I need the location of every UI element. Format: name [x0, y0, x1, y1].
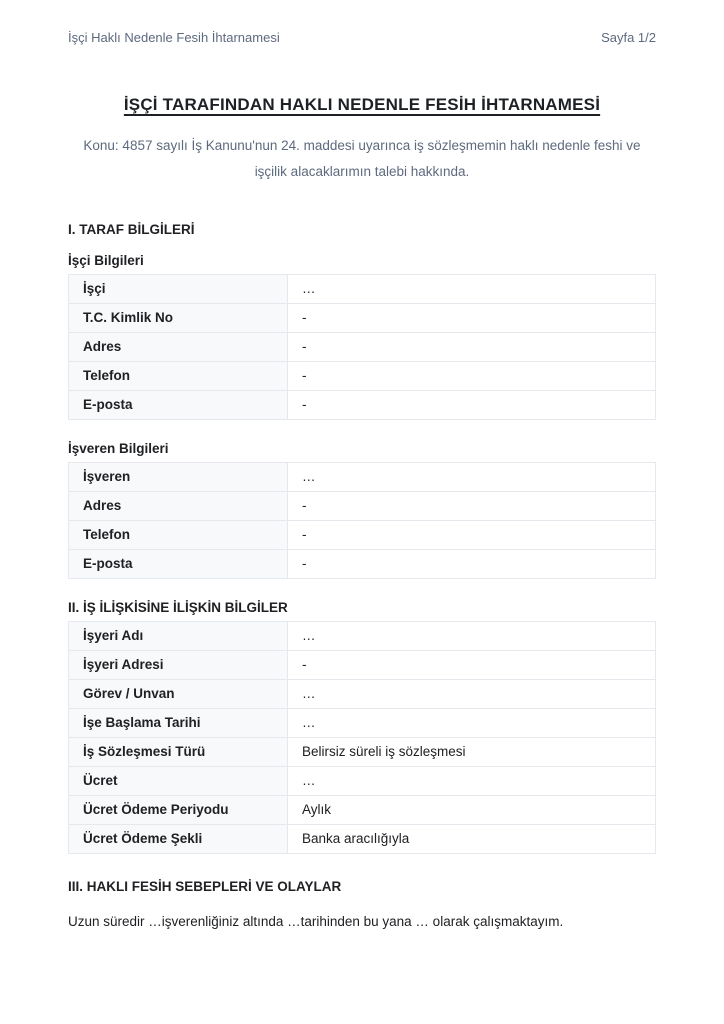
row-label: T.C. Kimlik No	[69, 303, 288, 332]
row-label: İşveren	[69, 462, 288, 491]
worker-info-table	[68, 274, 656, 420]
row-label: Telefon	[69, 361, 288, 390]
row-value: …	[288, 708, 656, 737]
row-value: …	[288, 679, 656, 708]
table-row	[69, 621, 656, 650]
employer-info-table	[68, 462, 656, 579]
row-value: -	[288, 549, 656, 578]
table-row	[69, 332, 656, 361]
row-label: İş Sözleşmesi Türü	[69, 737, 288, 766]
row-value: …	[288, 621, 656, 650]
table-row	[69, 274, 656, 303]
row-value: -	[288, 390, 656, 419]
table-row	[69, 303, 656, 332]
document-title: İŞÇİ TARAFINDAN HAKLI NEDENLE FESİH İHTARNAMESİ	[123, 95, 601, 114]
row-label: Ücret Ödeme Periyodu	[69, 795, 288, 824]
row-label: İşyeri Adresi	[69, 650, 288, 679]
section-2-heading: II. İŞ İLİŞKİSİNE İLİŞKİN BİLGİLER	[68, 599, 288, 615]
row-label: İşe Başlama Tarihi	[69, 708, 288, 737]
section-3-heading: III. HAKLI FESİH SEBEPLERİ VE OLAYLAR	[68, 878, 342, 894]
table-row	[69, 520, 656, 549]
table-row	[69, 650, 656, 679]
employer-info-subheading: İşveren Bilgileri	[68, 440, 169, 456]
row-value: Banka aracılığıyla	[288, 824, 656, 853]
document-subject: Konu: 4857 sayılı İş Kanunu'nun 24. maddesi uyarınca iş sözleşmemin haklı nedenle feshi ve işçilik alacaklarımın talebi hakkında.	[83, 138, 641, 180]
table-row	[69, 462, 656, 491]
document-header	[0, 0, 724, 45]
row-label: Görev / Unvan	[69, 679, 288, 708]
document-body	[0, 222, 724, 933]
row-value: -	[288, 650, 656, 679]
row-label: İşçi	[69, 274, 288, 303]
employment-info-table	[68, 621, 656, 854]
header-page-indicator: Sayfa 1/2	[601, 30, 656, 45]
row-value: -	[288, 332, 656, 361]
row-label: İşyeri Adı	[69, 621, 288, 650]
table-row	[69, 824, 656, 853]
table-row	[69, 390, 656, 419]
table-row	[69, 549, 656, 578]
section-3-paragraph: Uzun süredir …işverenliğiniz altında …tarihinden bu yana … olarak çalışmaktayım.	[68, 913, 564, 929]
table-row	[69, 737, 656, 766]
table-row	[69, 708, 656, 737]
row-value: …	[288, 766, 656, 795]
table-row	[69, 491, 656, 520]
row-value: -	[288, 361, 656, 390]
worker-info-subheading: İşçi Bilgileri	[68, 252, 144, 268]
row-label: Ücret Ödeme Şekli	[69, 824, 288, 853]
row-label: E-posta	[69, 549, 288, 578]
row-value: …	[288, 274, 656, 303]
row-value: -	[288, 491, 656, 520]
row-label: Telefon	[69, 520, 288, 549]
row-label: Adres	[69, 332, 288, 361]
row-label: E-posta	[69, 390, 288, 419]
row-value: -	[288, 303, 656, 332]
table-row	[69, 795, 656, 824]
table-row	[69, 679, 656, 708]
table-row	[69, 361, 656, 390]
table-row	[69, 766, 656, 795]
row-value: Belirsiz süreli iş sözleşmesi	[288, 737, 656, 766]
section-1-heading: I. TARAF BİLGİLERİ	[68, 221, 195, 237]
row-value: -	[288, 520, 656, 549]
header-doc-name: İşçi Haklı Nedenle Fesih İhtarnamesi	[68, 30, 280, 45]
row-label: Adres	[69, 491, 288, 520]
row-value: Aylık	[288, 795, 656, 824]
row-label: Ücret	[69, 766, 288, 795]
row-value: …	[288, 462, 656, 491]
